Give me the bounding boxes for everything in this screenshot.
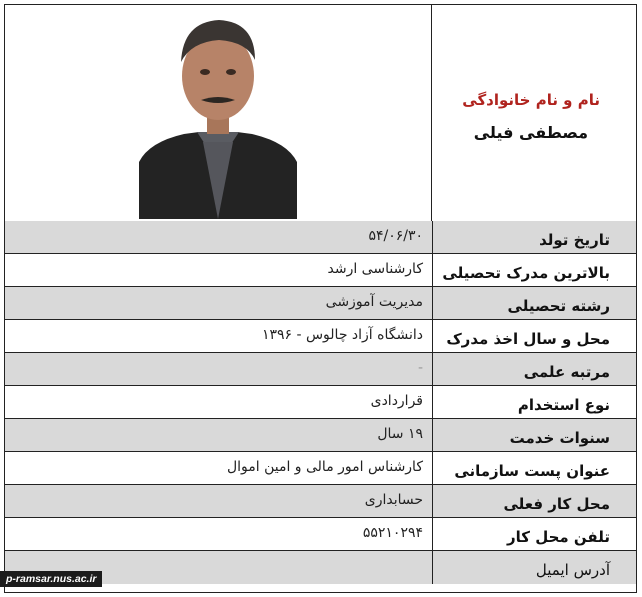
info-table (5, 221, 636, 584)
row-job-title (5, 452, 636, 485)
row-value: دانشگاه آزاد چالوس - ۱۳۹۶ (261, 327, 423, 343)
row-label: بالاترین مدرک تحصیلی (432, 254, 636, 286)
row-label: نوع استخدام (432, 386, 636, 418)
row-employment-type (5, 386, 636, 419)
row-value: کارشناس امور مالی و امین اموال (226, 459, 423, 475)
row-label: رشته تحصیلی (432, 287, 636, 319)
row-value: قراردادی (370, 393, 423, 409)
profile-header (5, 5, 636, 222)
row-value: مدیریت آموزشی (325, 294, 423, 310)
row-years-of-service (5, 419, 636, 452)
row-label: مرتبه علمی (432, 353, 636, 385)
row-label: عنوان پست سازمانی (432, 452, 636, 484)
profile-photo (139, 14, 297, 219)
row-label: تلفن محل کار (432, 518, 636, 550)
row-academic-rank (5, 353, 636, 386)
row-highest-degree (5, 254, 636, 287)
row-value: ۵۴/۰۶/۳۰ (368, 228, 423, 244)
row-label: آدرس ایمیل (432, 551, 636, 584)
name-cell (432, 5, 636, 221)
row-degree-place-year (5, 320, 636, 353)
row-birth-date (5, 221, 636, 254)
row-field-of-study (5, 287, 636, 320)
row-value: کارشناسی ارشد (327, 261, 423, 277)
name-label: نام و نام خانوادگی (462, 91, 600, 109)
row-label: محل کار فعلی (432, 485, 636, 517)
name-value: مصطفی فیلی (473, 123, 588, 142)
row-label: سنوات خدمت (432, 419, 636, 451)
row-label: محل و سال اخذ مدرک (432, 320, 636, 352)
row-value: ۵۵۲۱۰۲۹۴ (362, 525, 423, 541)
row-value: - (417, 360, 423, 376)
row-current-workplace (5, 485, 636, 518)
row-work-phone (5, 518, 636, 551)
row-value: حسابداری (364, 492, 423, 508)
row-label: تاریخ تولد (432, 221, 636, 253)
row-value: ۱۹ سال (377, 426, 423, 442)
photo-cell (5, 5, 432, 221)
profile-card (4, 4, 637, 593)
site-watermark: p-ramsar.nus.ac.ir (0, 571, 102, 587)
